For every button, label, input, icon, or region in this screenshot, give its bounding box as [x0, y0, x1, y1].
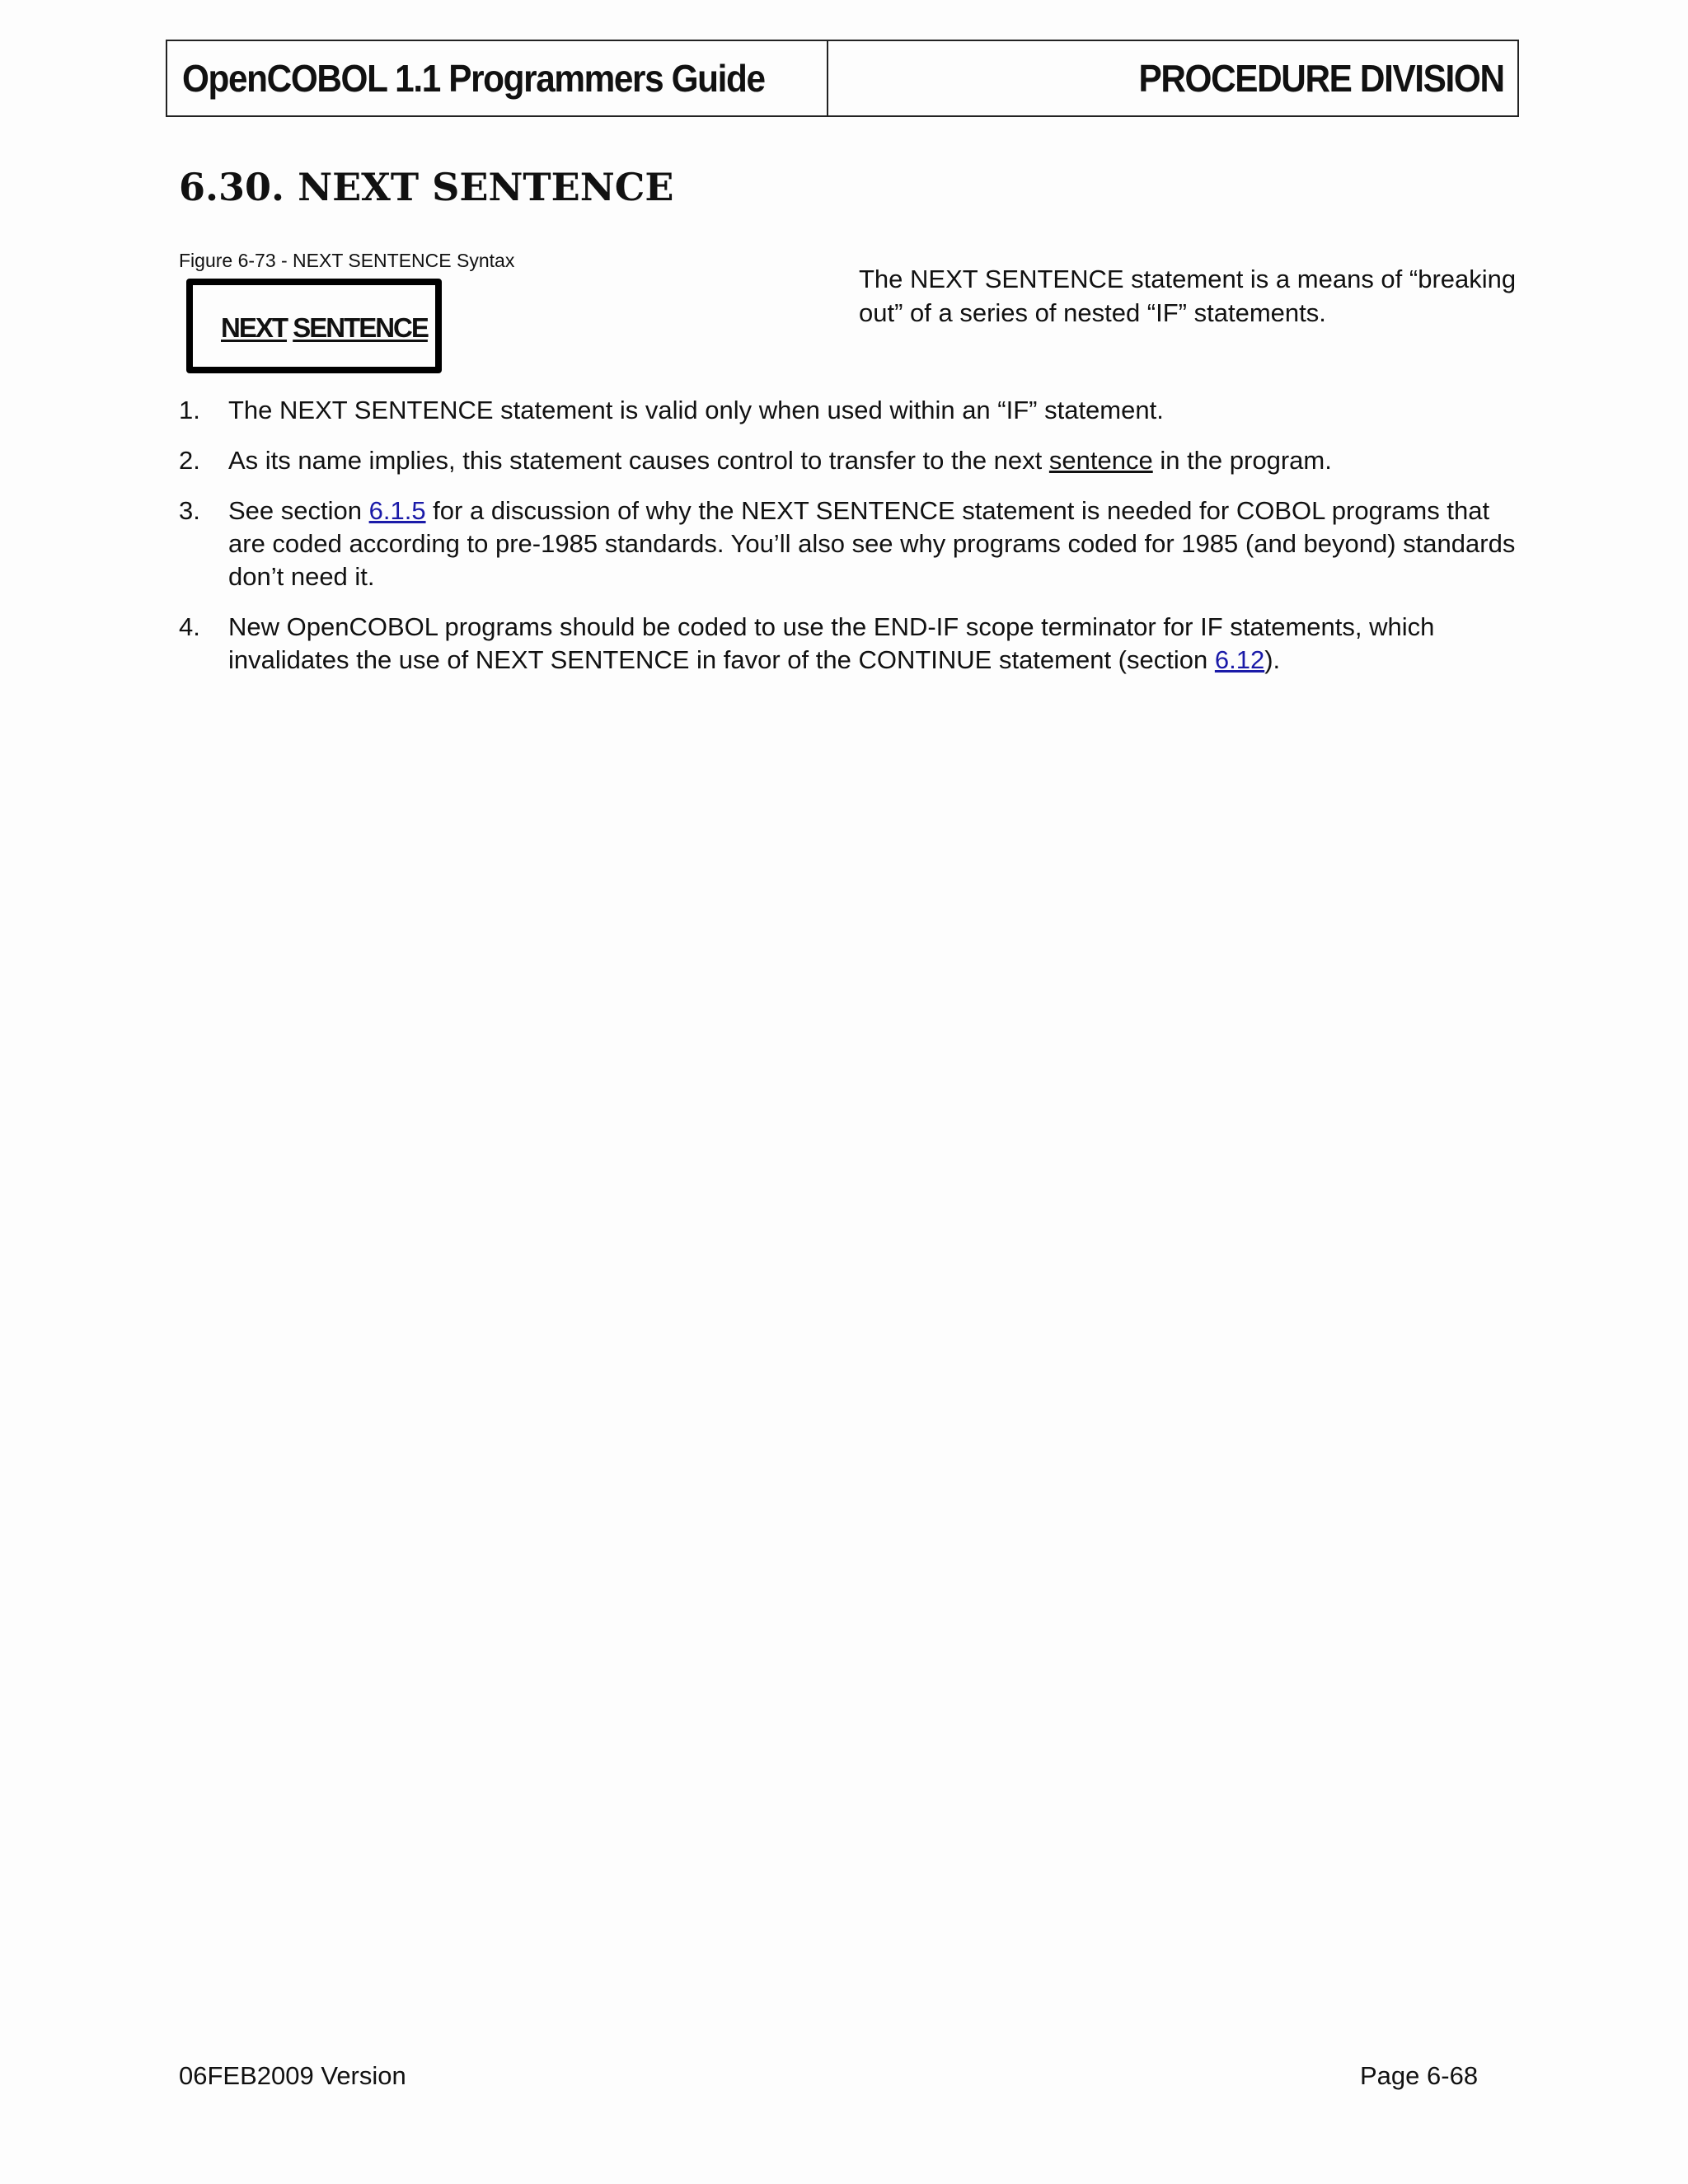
rules-list — [179, 394, 1531, 694]
page-header — [166, 40, 1519, 117]
figure-caption: Figure 6-73 - NEXT SENTENCE Syntax — [179, 250, 515, 271]
list-item-text — [228, 612, 1434, 674]
list-item-text-start: New OpenCOBOL programs should be coded to use the END-IF scope terminator for IF statements, which invalidates the use of NEXT SENTENCE in favor of the CONTINUE statement (section — [228, 612, 1435, 674]
list-item-number: 4. — [179, 612, 200, 641]
syntax-keyword-next: NEXT — [221, 312, 288, 343]
footer-page-number: Page 6-68 — [1360, 2061, 1479, 2090]
list-item — [179, 444, 1531, 477]
list-item-text-start: See section — [228, 496, 369, 525]
list-item-text-end: for a discussion of why the NEXT SENTENCE statement is needed for COBOL programs that are coded according to pre-1985 standards. You’ll also see why programs coded for 1985 (and beyond) standards don’t need it. — [228, 496, 1516, 591]
list-item-text — [228, 446, 1332, 475]
list-item — [179, 494, 1531, 593]
list-item-number: 2. — [179, 446, 200, 475]
syntax-keyword-sentence: SENTENCE — [293, 312, 428, 343]
statement-description: The NEXT SENTENCE statement is a means of “breaking out” of a series of nested “IF” statements. — [859, 265, 1517, 327]
syntax-diagram-box — [186, 279, 442, 373]
list-item-text: The NEXT SENTENCE statement is valid only when used within an “IF” statement. — [228, 396, 1164, 424]
header-left-cell — [167, 41, 828, 115]
list-item-number: 3. — [179, 496, 200, 525]
list-item-text-start: As its name implies, this statement causes control to transfer to the next — [228, 446, 1049, 475]
syntax-diagram-text — [221, 312, 428, 344]
underlined-term-sentence: sentence — [1048, 446, 1153, 475]
footer-version: 06FEB2009 Version — [179, 2061, 406, 2090]
division-title: PROCEDURE DIVISION — [1138, 57, 1504, 100]
list-item-text-end: ). — [1264, 645, 1281, 674]
section-link-6-12[interactable]: 6.12 — [1214, 645, 1265, 674]
list-item-number: 1. — [179, 396, 200, 424]
list-item-text-end: in the program. — [1152, 446, 1332, 475]
guide-title: OpenCOBOL 1.1 Programmers Guide — [182, 57, 765, 100]
section-heading: 6.30. NEXT SENTENCE — [179, 165, 674, 209]
section-link-6-1-5[interactable]: 6.1.5 — [368, 496, 426, 525]
list-item-text — [228, 496, 1515, 591]
header-right-cell — [828, 41, 1517, 115]
list-item — [179, 611, 1531, 677]
list-item — [179, 394, 1531, 427]
